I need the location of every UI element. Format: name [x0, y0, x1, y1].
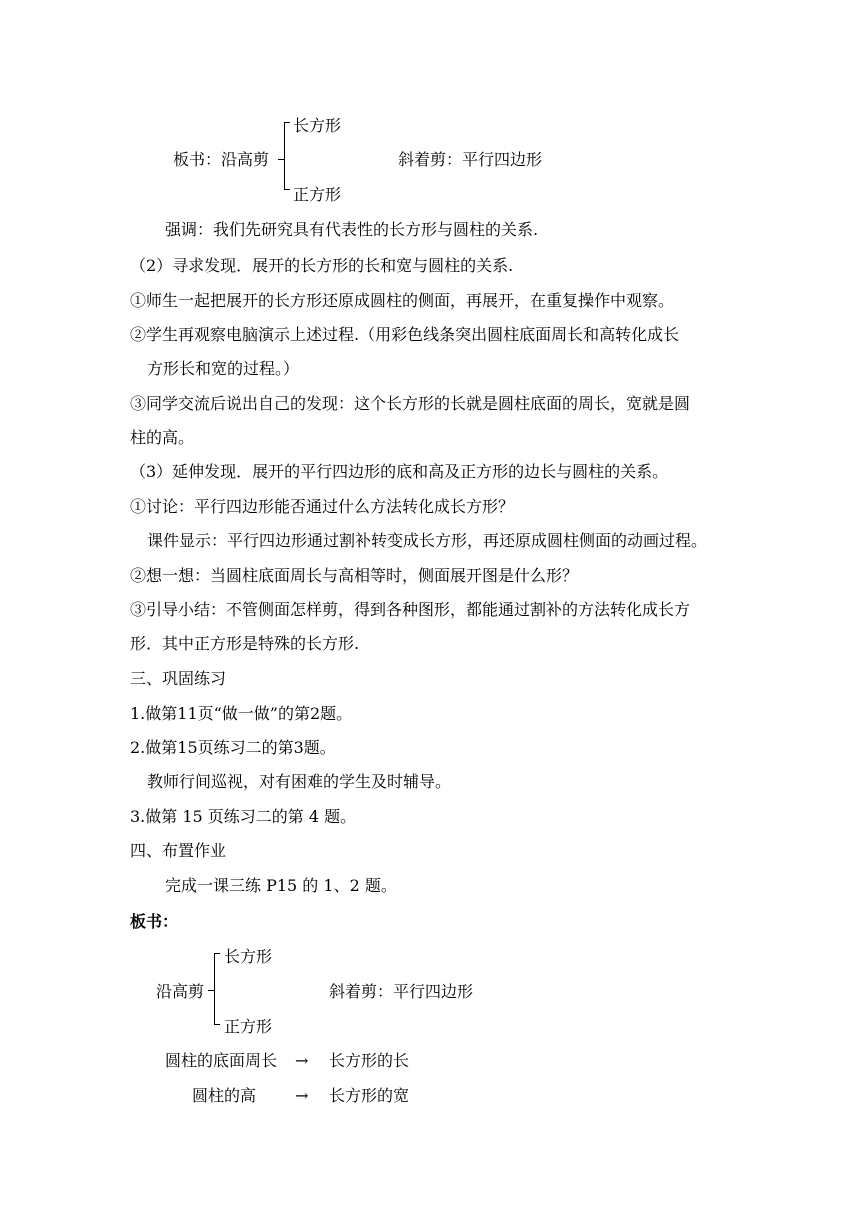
line-3-2: ②想一想：当圆柱底面周长与高相等时，侧面展开图是什么形？ [130, 566, 579, 585]
mapping-2-left: 圆柱的高 [192, 1086, 257, 1105]
board2-brace-top [214, 953, 220, 954]
mapping-2-arrow: → [295, 1086, 309, 1105]
mapping-1-right: 长方形的长 [329, 1051, 410, 1070]
line-2-2: ②学生再观察电脑演示上述过程.（用彩色线条突出圆柱底面周长和高转化成长 [130, 325, 680, 344]
board2-top-branch: 长方形 [224, 947, 273, 966]
board1-top-branch: 长方形 [293, 116, 342, 135]
line-2-2-cont: 方形长和宽的过程。） [147, 359, 300, 378]
teacher-note: 教师行间巡视，对有困难的学生及时辅导。 [147, 772, 452, 791]
board2-brace-bottom [214, 1024, 220, 1025]
line-3-courseware: 课件显示：平行四边形通过割补转变成长方形，再还原成圆柱侧面的动画过程。 [147, 531, 708, 550]
line-3-1: ①讨论：平行四边形能否通过什么方法转化成长方形？ [130, 497, 515, 516]
line-2-1: ①师生一起把展开的长方形还原成圆柱的侧面，再展开，在重复操作中观察。 [130, 291, 675, 310]
line-2-3-cont: 柱的高。 [130, 428, 195, 447]
line-3-3-cont: 形．其中正方形是特殊的长方形. [130, 634, 360, 653]
board2-bottom-branch: 正方形 [224, 1017, 273, 1036]
board2-prefix: 沿高剪 [156, 982, 205, 1001]
line-section-2: （2）寻求发现．展开的长方形的长和宽与圆柱的关系. [130, 256, 514, 275]
board1-diag: 斜着剪：平行四边形 [398, 150, 543, 169]
board2-heading: 板书： [130, 912, 179, 931]
exercise-3: 3.做第 15 页练习二的第 4 题。 [130, 807, 357, 826]
homework-text: 完成一课三练 P15 的 1、2 题。 [165, 876, 397, 895]
board2-brace [214, 953, 215, 1025]
line-3-3: ③引导小结：不管侧面怎样剪，得到各种图形，都能通过割补的方法转化成长方 [130, 600, 691, 619]
board2-brace-mid [208, 990, 214, 991]
board1-bottom-branch: 正方形 [293, 185, 342, 204]
board2-diag: 斜着剪：平行四边形 [329, 982, 474, 1001]
board1-brace-mid [278, 159, 284, 160]
board1-brace-top [284, 122, 290, 123]
board1-brace [284, 122, 285, 190]
exercise-1: 1.做第11页“做一做”的第2题。 [130, 704, 353, 723]
line-emphasis: 强调：我们先研究具有代表性的长方形与圆柱的关系. [165, 220, 539, 239]
mapping-1-arrow: → [295, 1051, 309, 1070]
mapping-1-left: 圆柱的底面周长 [165, 1051, 278, 1070]
board1-brace-bottom [284, 189, 290, 190]
board1-prefix: 板书：沿高剪 [173, 150, 270, 169]
exercise-2: 2.做第15页练习二的第3题。 [130, 738, 336, 757]
heading-consolidate: 三、巩固练习 [130, 669, 227, 688]
heading-homework: 四、布置作业 [130, 841, 227, 860]
mapping-2-right: 长方形的宽 [329, 1086, 410, 1105]
line-2-3: ③同学交流后说出自己的发现：这个长方形的长就是圆柱底面的周长，宽就是圆 [130, 394, 691, 413]
line-section-3: （3）延伸发现．展开的平行四边形的底和高及正方形的边长与圆柱的关系。 [130, 462, 669, 481]
